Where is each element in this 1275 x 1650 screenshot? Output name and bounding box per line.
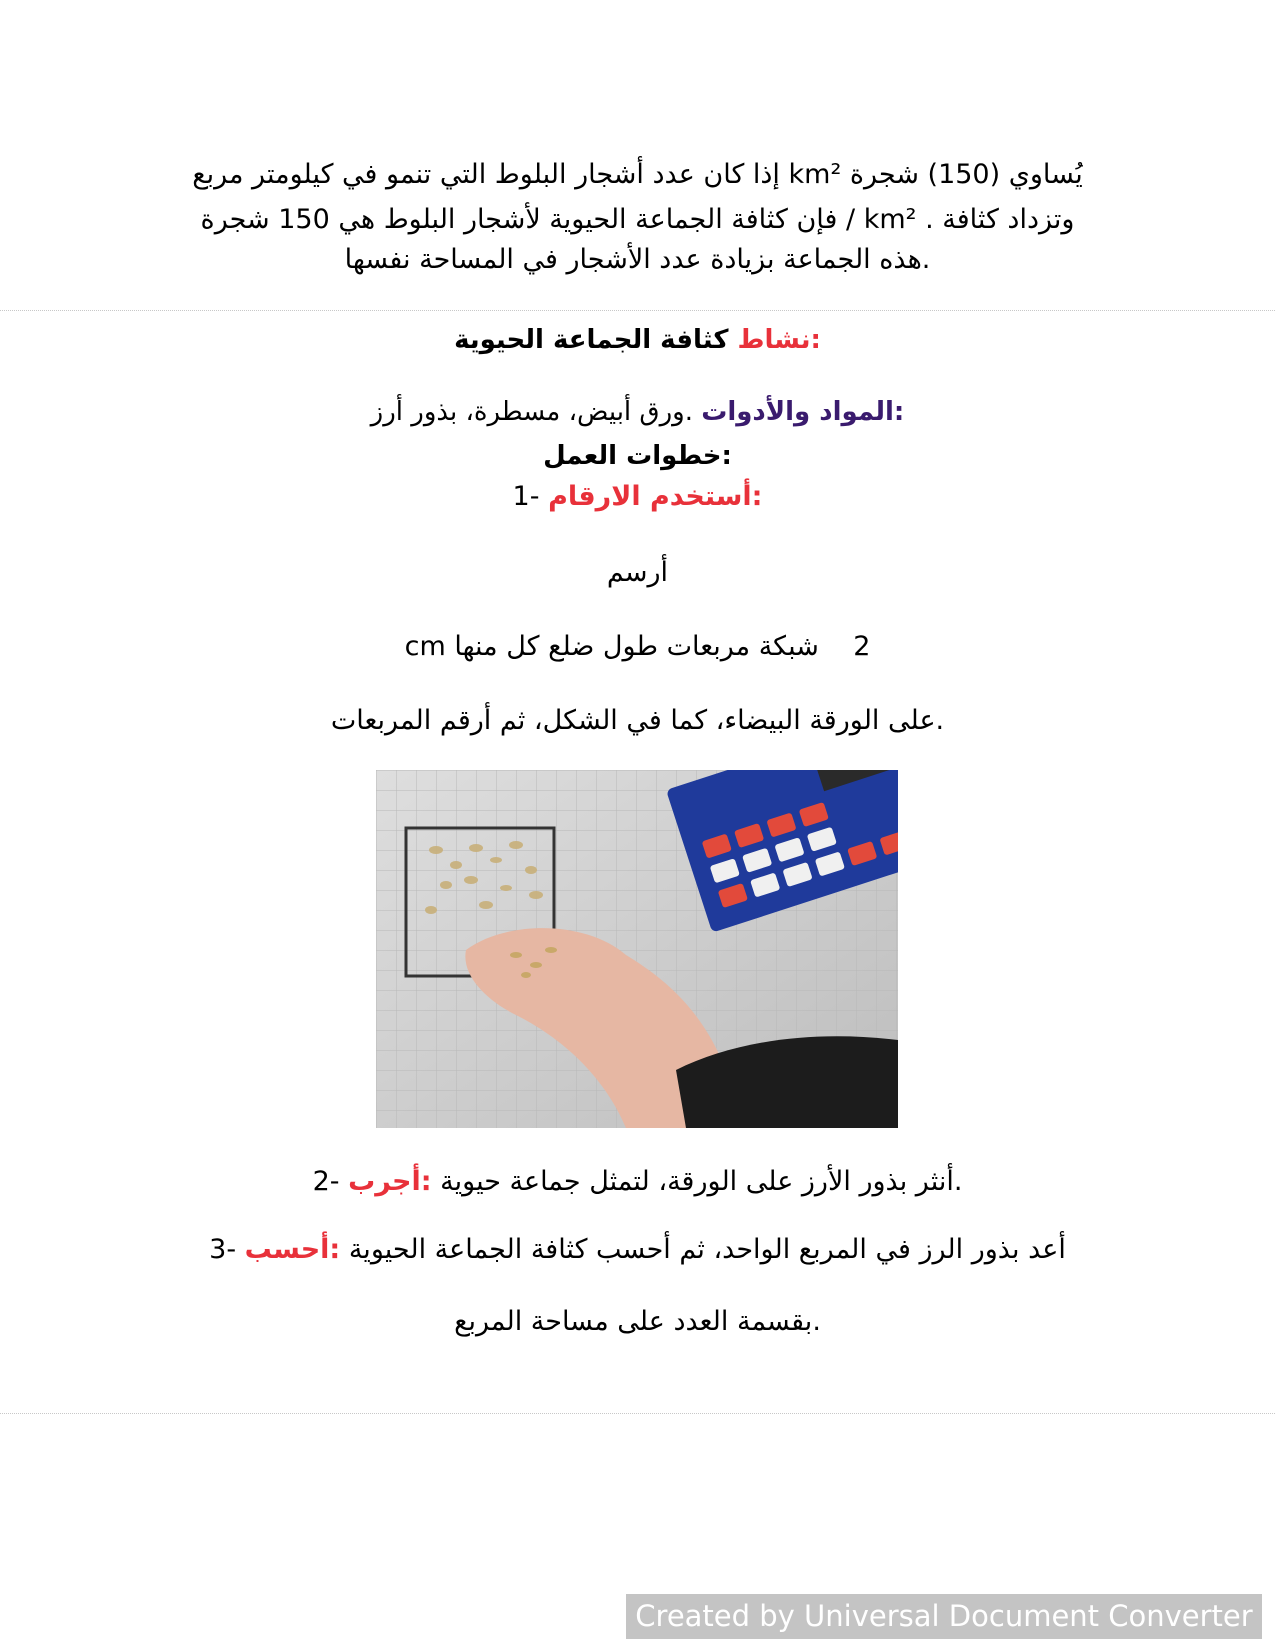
step1-heading [0,480,1275,514]
activity-heading [0,323,1275,357]
step1-label: :أستخدم الارقام [548,481,763,512]
step1-draw: أرسم [606,557,669,588]
bottom-divider [0,1413,1275,1414]
section-divider [0,310,1275,311]
materials-text: .ورق أبيض، مسطرة، بذور أرز [370,397,693,427]
activity-title: كثافة الجماعة الحيوية [454,325,729,355]
step2-label: :أجرب [348,1166,432,1197]
step3-line-2: .بقسمة العدد على مساحة المربع [454,1306,821,1337]
step3-line [0,1233,1275,1267]
activity-label: :نشاط [737,325,821,355]
step3-text: أعد بذور الرز في المربع الواحد، ثم أحسب كثافة الجماعة الحيوية [348,1234,1066,1265]
intro-line-1: يُساوي (150) شجرة km² إذا كان عدد أشجار البلوط التي تنمو في كيلومتر مربع [192,159,1083,190]
converter-footer: Created by Universal Document Converter [626,1594,1262,1639]
activity-photo [376,770,898,1128]
step3-label: :أحسب [244,1234,341,1265]
step1-size: 2 [853,631,871,662]
step1-grid-text: شبكة مربعات طول ضلع كل منها [454,631,819,662]
step1-grid-line [0,630,1275,664]
step1-number: -1 [512,481,540,512]
step2-number: -2 [312,1166,340,1197]
step2-text: .أنثر بذور الأرز على الورقة، لتمثل جماعة حيوية [440,1166,963,1197]
intro-line-3: .هذه الجماعة بزيادة عدد الأشجار في المساحة نفسها [344,244,931,275]
rice-grid-illustration [376,770,898,1128]
steps-heading: :خطوات العمل [543,441,732,471]
step3-number: -3 [209,1234,237,1265]
materials-line [0,395,1275,429]
step1-paper: .على الورقة البيضاء، كما في الشكل، ثم أرقم المربعات [330,705,945,736]
step2-line [0,1165,1275,1199]
materials-label: :المواد والأدوات [701,397,905,427]
step1-unit: cm [404,631,446,662]
intro-line-2: وتزداد كثافة . km² / فإن كثافة الجماعة الحيوية لأشجار البلوط هي 150 شجرة [200,204,1075,235]
